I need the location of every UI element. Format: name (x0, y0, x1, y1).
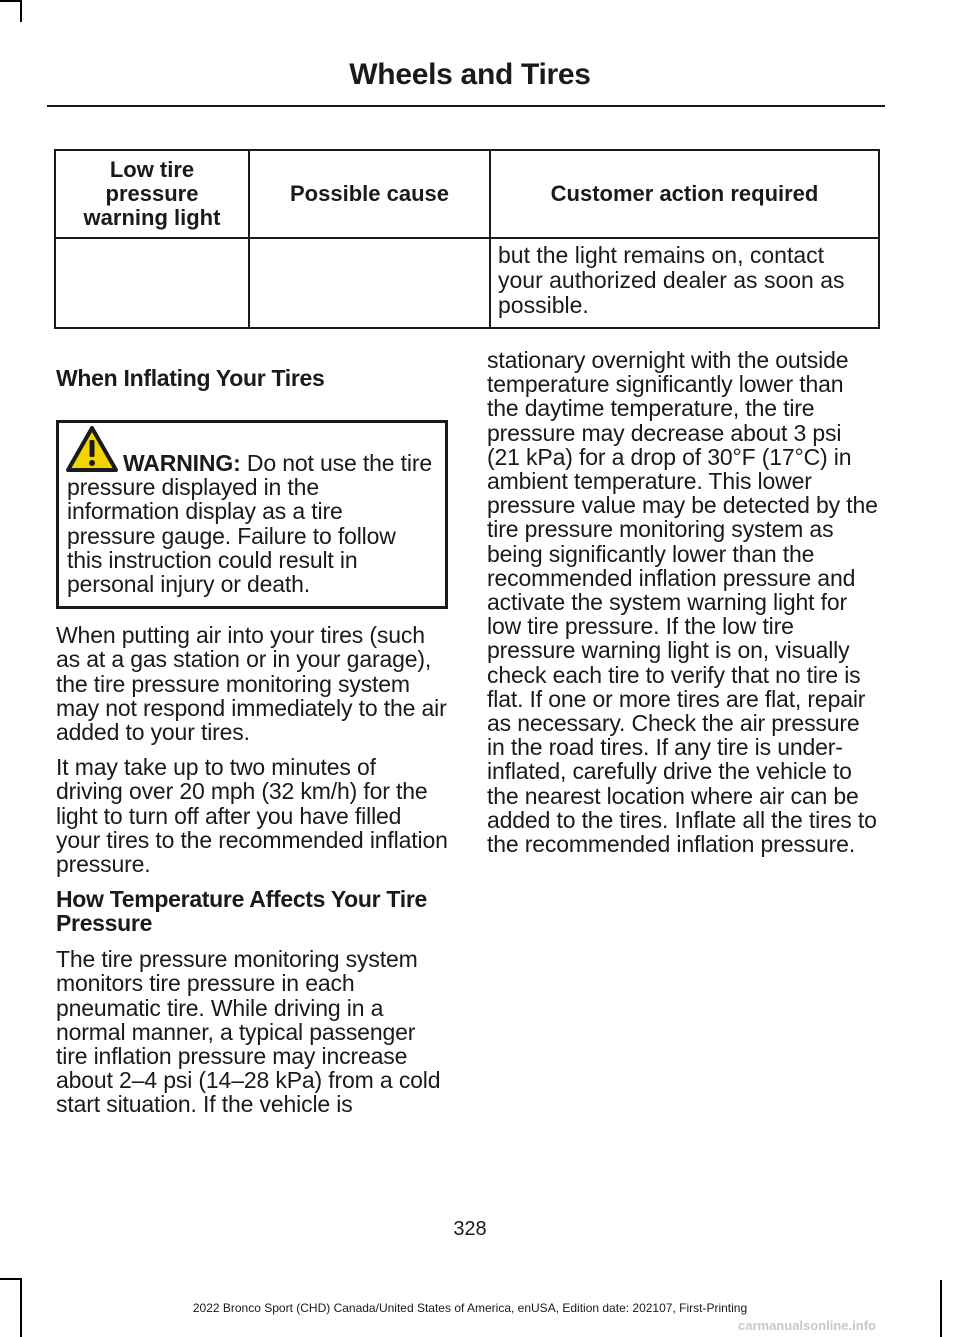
paragraph: The tire pressure monitoring system monitors tire pressure in each pneumatic tire. While driving in a normal manner, a typical passenger tire inflation pressure may increase about 2–4 psi (14–28 kPa) from a cold start situation. If the vehicle is (56, 946, 441, 1118)
crop-mark-top-left-vertical (20, 0, 22, 22)
page-number: 328 (453, 1218, 487, 1240)
warning-text: Do not use the tire pressure displayed in the information display as a tire pressure gauge. Failure to follow this instruction could result in personal injury or death. (67, 450, 432, 598)
tpms-table (54, 149, 880, 329)
watermark: carmanualsonline.info (738, 1318, 876, 1333)
table-cell (249, 238, 490, 328)
right-column (487, 348, 880, 867)
paragraph: stationary overnight with the outside temperature significantly lower than the daytime temperature, the tire pressure may decrease about 3 psi (21 kPa) for a drop of 30°F (17°C) in ambient temperature. This lower pressure value may be detected by the tire pressure monitoring system as being significantly lower than the recommended inflation pressure and activate the system warning light for low tire pressure. If the low tire pressure warning light is on, visually check each tire to verify that no tire is flat. If one or more tires are flat, repair as necessary. Check the air pressure in the road tires. If any tire is under-inflated, carefully drive the vehicle to the nearest location where air can be added to the tires. Inflate all the tires to the recommended inflation pressure. (487, 347, 878, 858)
warning-box (56, 420, 448, 609)
paragraph: It may take up to two minutes of driving over 20 mph (32 km/h) for the light to turn off after you have filled your tires to the recommended inflation pressure. (56, 754, 448, 878)
table-cell (55, 238, 249, 328)
warning-triangle-icon (65, 425, 119, 473)
table-header-cell: Possible cause (249, 150, 490, 238)
crop-mark-bottom-right (940, 1280, 942, 1337)
table-header-cell: Low tire pressure warning light (55, 150, 249, 238)
title-divider (47, 105, 885, 107)
table-header-row (55, 150, 879, 238)
warning-label: WARNING: (123, 450, 241, 476)
warning-paragraph (67, 451, 437, 596)
crop-mark-top-left (0, 0, 22, 2)
crop-mark-bottom-left (0, 1278, 22, 1280)
section-heading-temperature: How Temperature Affects Your Tire Pressure (56, 886, 427, 937)
edition-footer: 2022 Bronco Sport (CHD) Canada/United States of America, enUSA, Edition date: 202107, First-Printing (192, 1301, 748, 1315)
left-column (56, 366, 448, 1128)
table-header-cell: Customer action required (490, 150, 879, 238)
table-row (55, 238, 879, 328)
table-cell: but the light remains on, contact your authorized dealer as soon as possible. (490, 238, 879, 328)
section-heading-inflating: When Inflating Your Tires (56, 365, 325, 391)
page-title: Wheels and Tires (349, 58, 591, 91)
paragraph: When putting air into your tires (such as at a gas station or in your garage), the tire pressure monitoring system may not respond immediately to the air added to your tires. (56, 622, 447, 746)
